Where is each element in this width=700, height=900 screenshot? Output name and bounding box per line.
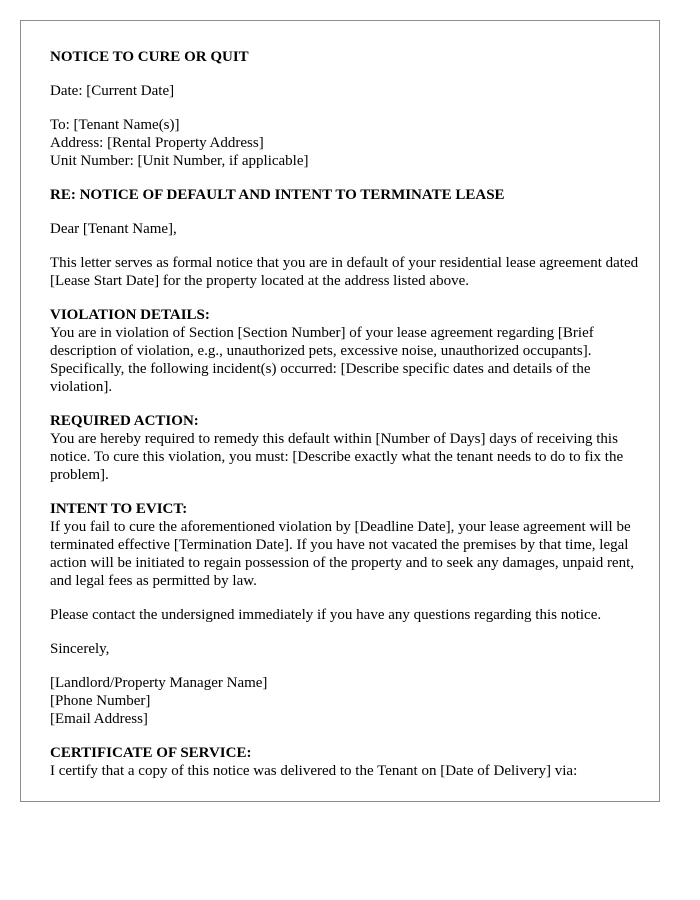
signature-name: [Landlord/Property Manager Name] xyxy=(50,675,268,691)
intent-section xyxy=(50,500,640,590)
intent-body: If you fail to cure the aforementioned violation by [Deadline Date], your lease agreement will be terminated effective [Termination Date]. If you have not vacated the premises by that time, legal action will be initiated to regain possession of the property and to seek any damages, unpaid rent, and legal fees as permitted by law. xyxy=(50,519,635,589)
required-action-body: You are hereby required to remedy this default within [Number of Days] days of receiving this notice. To cure this violation, you must: [Describe exactly what the tenant needs to do to fix the problem]. xyxy=(50,431,624,483)
letter-content xyxy=(50,48,640,796)
intent-heading: INTENT TO EVICT: xyxy=(50,501,188,517)
intro-paragraph: This letter serves as formal notice that you are in default of your residential lease agreement dated [Lease Start Date] for the property located at the address listed above. xyxy=(50,255,639,289)
required-action-section xyxy=(50,412,640,484)
date-line: Date: [Current Date] xyxy=(50,83,175,99)
recipient-address: Address: [Rental Property Address] xyxy=(50,135,264,151)
recipient-unit: Unit Number: [Unit Number, if applicable] xyxy=(50,153,309,169)
certificate-heading: CERTIFICATE OF SERVICE: xyxy=(50,745,252,761)
salutation: Dear [Tenant Name], xyxy=(50,221,177,237)
violation-heading: VIOLATION DETAILS: xyxy=(50,307,210,323)
closing: Sincerely, xyxy=(50,641,110,657)
violation-section xyxy=(50,306,640,396)
contact-paragraph: Please contact the undersigned immediately if you have any questions regarding this notice. xyxy=(50,607,602,623)
re-line: RE: NOTICE OF DEFAULT AND INTENT TO TERMINATE LEASE xyxy=(50,187,505,203)
required-action-heading: REQUIRED ACTION: xyxy=(50,413,199,429)
signature-block xyxy=(50,674,640,728)
recipient-block xyxy=(50,116,640,170)
letter-page xyxy=(20,20,660,802)
recipient-to: To: [Tenant Name(s)] xyxy=(50,117,180,133)
violation-body: You are in violation of Section [Section Number] of your lease agreement regarding [Brief description of violation, e.g., unauthorized pets, excessive noise, unauthorized occupants]. Specifically, the following incident(s) occurred: [Describe specific dates and details of the violation]. xyxy=(50,325,594,395)
certificate-section xyxy=(50,744,640,780)
letter-title: NOTICE TO CURE OR QUIT xyxy=(50,49,249,65)
certificate-body: I certify that a copy of this notice was delivered to the Tenant on [Date of Delivery] via: xyxy=(50,763,578,779)
signature-phone: [Phone Number] xyxy=(50,693,151,709)
signature-email: [Email Address] xyxy=(50,711,148,727)
